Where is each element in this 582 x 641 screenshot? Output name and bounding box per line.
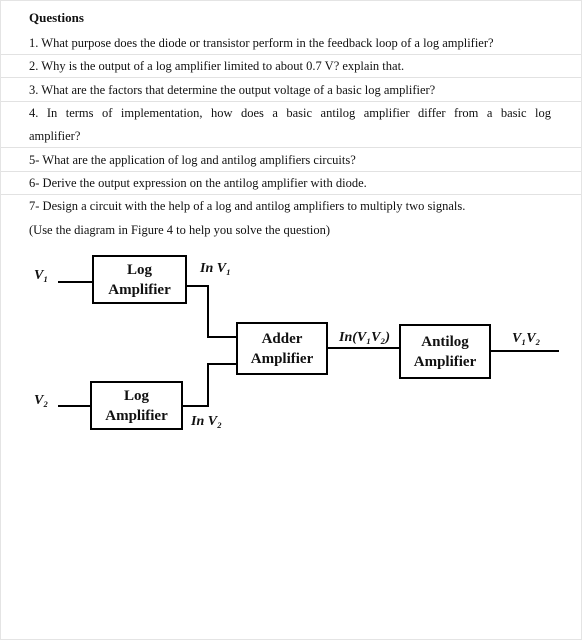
signal-wires bbox=[1, 1, 582, 641]
question-7: 7- Design a circuit with the help of a log and antilog amplifiers to multiply two signals. bbox=[29, 199, 466, 213]
log-amplifier-bottom: Log Amplifier bbox=[90, 381, 183, 430]
ln-product-label: In(V₁V₂) bbox=[339, 330, 390, 345]
antilog-amplifier: Antilog Amplifier bbox=[399, 324, 491, 379]
question-3: 3. What are the factors that determine the output voltage of a basic log amplifier? bbox=[29, 83, 436, 97]
question-1: 1. What purpose does the diode or transistor perform in the feedback loop of a log amplifier? bbox=[29, 36, 494, 50]
question-4: 4. In terms of implementation, how does a basic antilog amplifier differ from a basic log bbox=[29, 106, 551, 120]
input-v1-label: V₁ bbox=[34, 268, 49, 283]
output-label: V₁V₂ bbox=[512, 331, 541, 346]
adder-amplifier: Adder Amplifier bbox=[236, 322, 328, 375]
ln-v2-label: In V₂ bbox=[191, 414, 222, 429]
figure-hint: (Use the diagram in Figure 4 to help you solve the question) bbox=[29, 223, 330, 237]
log-amplifier-top: Log Amplifier bbox=[92, 255, 187, 304]
input-v2-label: V₂ bbox=[34, 393, 49, 408]
question-6: 6- Derive the output expression on the antilog amplifier with diode. bbox=[29, 176, 367, 190]
questions-heading: Questions bbox=[29, 10, 84, 25]
ln-v1-label: In V₁ bbox=[200, 261, 231, 276]
question-2: 2. Why is the output of a log amplifier limited to about 0.7 V? explain that. bbox=[29, 59, 405, 73]
question-4-continued: amplifier? bbox=[29, 129, 81, 143]
question-5: 5- What are the application of log and antilog amplifiers circuits? bbox=[29, 153, 356, 167]
